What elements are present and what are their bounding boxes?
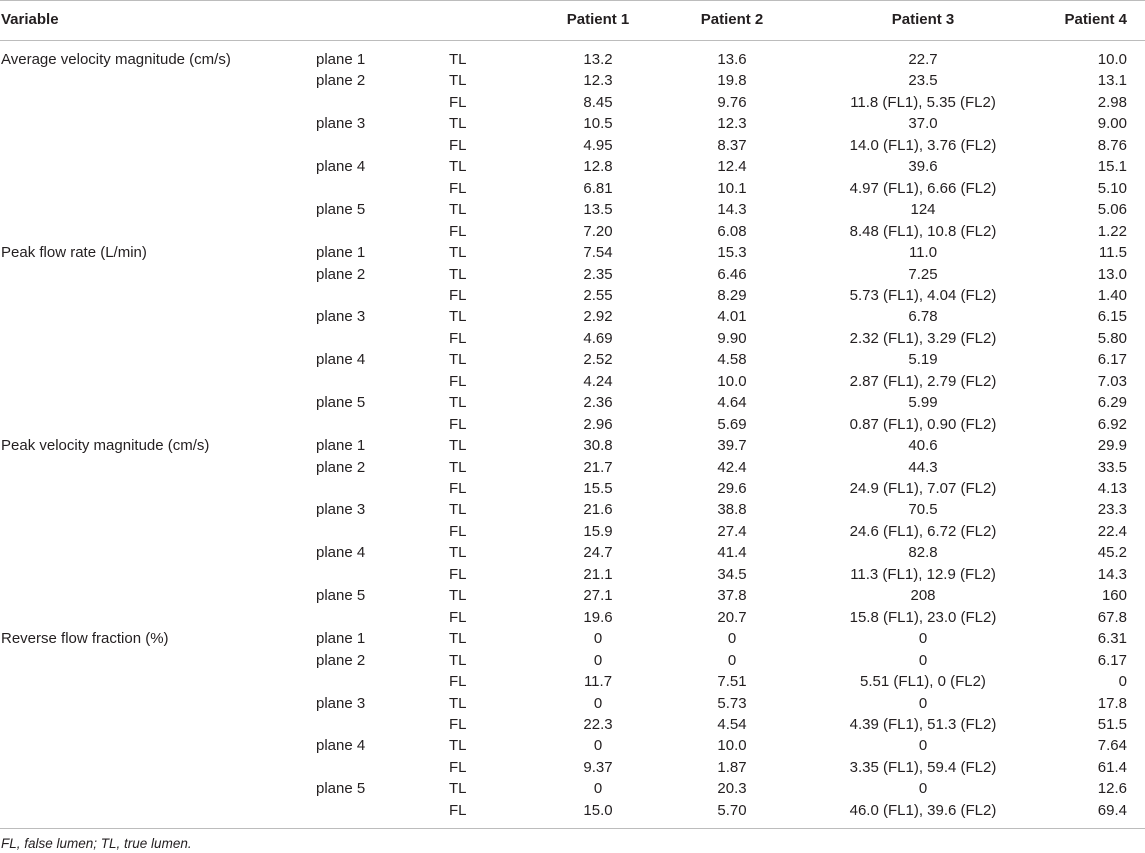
cell-patient-1: 2.35 [583,266,613,283]
cell-lumen: FL [449,416,467,433]
cell-patient-3: 3.35 (FL1), 59.4 (FL2) [849,759,997,776]
cell-patient-4: 51.5 [1097,716,1127,733]
cell-patient-2: 4.58 [717,351,747,368]
cell-patient-4: 33.5 [1097,459,1127,476]
cell-patient-4: 5.80 [1097,330,1127,347]
cell-patient-2: 1.87 [717,759,747,776]
cell-patient-3: 5.73 (FL1), 4.04 (FL2) [849,287,997,304]
cell-patient-3: 44.3 [908,459,938,476]
cell-patient-2: 5.70 [717,802,747,819]
cell-patient-1: 15.5 [583,480,613,497]
cell-plane: plane 1 [316,244,366,261]
cell-variable: Average velocity magnitude (cm/s) [1,51,231,68]
cell-patient-1: 15.9 [583,523,613,540]
cell-patient-2: 8.37 [717,137,747,154]
cell-patient-1: 0 [593,630,603,647]
cell-patient-2: 6.46 [717,266,747,283]
cell-patient-1: 15.0 [583,802,613,819]
cell-lumen: TL [449,72,467,89]
cell-patient-3: 24.6 (FL1), 6.72 (FL2) [849,523,997,540]
cell-patient-4: 13.0 [1097,266,1127,283]
cell-patient-4: 1.40 [1097,287,1127,304]
cell-patient-3: 5.99 [908,394,938,411]
table-bottom-rule [0,828,1145,829]
cell-patient-3: 208 [910,587,936,604]
cell-patient-2: 10.1 [717,180,747,197]
cell-patient-1: 21.6 [583,501,613,518]
cell-plane: plane 3 [316,695,366,712]
cell-lumen: TL [449,201,467,218]
cell-patient-4: 6.31 [1097,630,1127,647]
cell-lumen: TL [449,780,467,797]
cell-plane: plane 2 [316,72,366,89]
cell-patient-4: 13.1 [1097,72,1127,89]
cell-plane: plane 1 [316,51,366,68]
cell-patient-1: 4.69 [583,330,613,347]
cell-patient-4: 7.03 [1097,373,1127,390]
cell-plane: plane 5 [316,587,366,604]
cell-patient-3: 8.48 (FL1), 10.8 (FL2) [849,223,997,240]
cell-patient-3: 15.8 (FL1), 23.0 (FL2) [849,609,997,626]
cell-patient-2: 20.3 [717,780,747,797]
cell-lumen: TL [449,51,467,68]
cell-variable: Reverse flow fraction (%) [1,630,169,647]
cell-patient-1: 19.6 [583,609,613,626]
cell-plane: plane 3 [316,115,366,132]
cell-patient-3: 14.0 (FL1), 3.76 (FL2) [849,137,997,154]
cell-patient-3: 46.0 (FL1), 39.6 (FL2) [849,802,997,819]
cell-patient-1: 13.2 [583,51,613,68]
cell-patient-4: 6.17 [1097,351,1127,368]
cell-patient-3: 0 [918,630,928,647]
cell-lumen: TL [449,158,467,175]
cell-lumen: TL [449,351,467,368]
cell-plane: plane 1 [316,630,366,647]
cell-patient-3: 11.3 (FL1), 12.9 (FL2) [850,566,996,583]
cell-patient-1: 7.54 [583,244,613,261]
cell-plane: plane 5 [316,780,366,797]
cell-patient-4: 160 [1101,587,1127,604]
cell-patient-1: 12.3 [583,72,613,89]
cell-patient-1: 12.8 [583,158,613,175]
cell-lumen: FL [449,330,467,347]
cell-lumen: TL [449,308,467,325]
cell-plane: plane 2 [316,459,366,476]
cell-patient-3: 24.9 (FL1), 7.07 (FL2) [849,480,997,497]
cell-lumen: FL [449,673,467,690]
cell-plane: plane 5 [316,201,366,218]
cell-patient-2: 13.6 [717,51,747,68]
cell-patient-2: 10.0 [717,737,747,754]
cell-patient-3: 7.25 [908,266,938,283]
table-footnote: FL, false lumen; TL, true lumen. [1,836,192,851]
cell-patient-3: 0.87 (FL1), 0.90 (FL2) [849,416,997,433]
cell-lumen: FL [449,223,467,240]
cell-patient-1: 22.3 [583,716,613,733]
cell-patient-2: 12.4 [717,158,747,175]
cell-patient-4: 5.06 [1097,201,1127,218]
cell-patient-2: 37.8 [717,587,747,604]
cell-patient-1: 0 [593,652,603,669]
cell-patient-4: 69.4 [1097,802,1127,819]
cell-variable: Peak flow rate (L/min) [1,244,147,261]
cell-patient-2: 14.3 [717,201,747,218]
cell-patient-3: 39.6 [908,158,938,175]
cell-patient-2: 7.51 [717,673,747,690]
cell-patient-3: 4.97 (FL1), 6.66 (FL2) [849,180,997,197]
cell-patient-3: 37.0 [908,115,938,132]
cell-patient-3: 11.8 (FL1), 5.35 (FL2) [850,94,996,111]
cell-patient-4: 61.4 [1097,759,1127,776]
cell-patient-1: 2.52 [583,351,613,368]
cell-patient-4: 14.3 [1097,566,1127,583]
header-rule [0,40,1145,41]
cell-patient-2: 20.7 [717,609,747,626]
cell-lumen: FL [449,716,467,733]
cell-patient-2: 12.3 [717,115,747,132]
cell-patient-4: 8.76 [1097,137,1127,154]
cell-patient-2: 9.76 [717,94,747,111]
cell-patient-3: 0 [918,695,928,712]
cell-plane: plane 4 [316,351,366,368]
cell-patient-1: 2.55 [583,287,613,304]
column-header-patient-2: Patient 2 [700,11,764,28]
cell-lumen: TL [449,587,467,604]
cell-patient-2: 34.5 [717,566,747,583]
cell-lumen: TL [449,244,467,261]
cell-patient-1: 27.1 [583,587,613,604]
cell-patient-2: 27.4 [717,523,747,540]
cell-plane: plane 4 [316,544,366,561]
cell-patient-1: 4.24 [583,373,613,390]
cell-patient-2: 9.90 [717,330,747,347]
cell-patient-3: 70.5 [908,501,938,518]
cell-patient-1: 6.81 [583,180,613,197]
cell-patient-4: 7.64 [1097,737,1127,754]
cell-patient-1: 21.7 [583,459,613,476]
cell-patient-1: 0 [593,695,603,712]
cell-plane: plane 4 [316,158,366,175]
cell-patient-2: 4.01 [717,308,747,325]
cell-lumen: TL [449,266,467,283]
cell-lumen: TL [449,115,467,132]
cell-patient-1: 2.96 [583,416,613,433]
cell-patient-2: 4.64 [717,394,747,411]
cell-lumen: FL [449,373,467,390]
cell-lumen: FL [449,180,467,197]
cell-plane: plane 3 [316,308,366,325]
column-header-patient-4: Patient 4 [1064,11,1127,28]
cell-lumen: FL [449,480,467,497]
cell-patient-4: 29.9 [1097,437,1127,454]
cell-variable: Peak velocity magnitude (cm/s) [1,437,210,454]
cell-patient-3: 23.5 [908,72,938,89]
cell-patient-3: 2.32 (FL1), 3.29 (FL2) [849,330,997,347]
cell-patient-1: 0 [593,780,603,797]
cell-plane: plane 1 [316,437,366,454]
cell-patient-4: 15.1 [1097,158,1127,175]
cell-patient-2: 39.7 [717,437,747,454]
cell-patient-2: 0 [727,630,737,647]
cell-patient-3: 22.7 [908,51,938,68]
cell-patient-1: 24.7 [583,544,613,561]
cell-patient-3: 5.19 [908,351,938,368]
cell-patient-3: 82.8 [908,544,938,561]
cell-patient-4: 22.4 [1097,523,1127,540]
cell-patient-2: 5.73 [717,695,747,712]
cell-patient-2: 0 [727,652,737,669]
cell-plane: plane 2 [316,266,366,283]
cell-patient-4: 67.8 [1097,609,1127,626]
cell-lumen: TL [449,630,467,647]
cell-patient-4: 5.10 [1097,180,1127,197]
cell-patient-4: 17.8 [1097,695,1127,712]
cell-plane: plane 5 [316,394,366,411]
cell-patient-3: 6.78 [908,308,938,325]
cell-lumen: FL [449,609,467,626]
cell-patient-4: 6.17 [1097,652,1127,669]
column-header-variable: Variable [1,11,59,28]
cell-patient-2: 19.8 [717,72,747,89]
cell-patient-1: 10.5 [583,115,613,132]
cell-lumen: TL [449,501,467,518]
cell-patient-1: 7.20 [583,223,613,240]
cell-patient-4: 11.5 [1098,244,1127,261]
cell-patient-4: 1.22 [1097,223,1127,240]
cell-patient-4: 6.92 [1097,416,1127,433]
cell-patient-1: 9.37 [583,759,613,776]
cell-lumen: TL [449,437,467,454]
cell-patient-1: 8.45 [583,94,613,111]
cell-lumen: FL [449,137,467,154]
cell-patient-3: 0 [918,737,928,754]
cell-patient-3: 124 [910,201,936,218]
cell-patient-2: 8.29 [717,287,747,304]
cell-plane: plane 3 [316,501,366,518]
cell-plane: plane 4 [316,737,366,754]
cell-patient-4: 9.00 [1097,115,1127,132]
cell-patient-2: 41.4 [717,544,747,561]
cell-patient-1: 13.5 [583,201,613,218]
column-header-patient-1: Patient 1 [566,11,630,28]
cell-patient-1: 4.95 [583,137,613,154]
cell-patient-3: 4.39 (FL1), 51.3 (FL2) [849,716,997,733]
cell-patient-3: 11.0 [908,244,938,261]
cell-patient-1: 2.92 [583,308,613,325]
cell-patient-4: 12.6 [1097,780,1127,797]
cell-patient-4: 6.29 [1097,394,1127,411]
cell-patient-2: 38.8 [717,501,747,518]
cell-patient-4: 10.0 [1097,51,1127,68]
cell-patient-2: 10.0 [717,373,747,390]
cell-patient-1: 2.36 [583,394,613,411]
table-top-rule [0,0,1145,1]
cell-patient-4: 45.2 [1097,544,1127,561]
cell-patient-3: 0 [918,652,928,669]
cell-lumen: TL [449,394,467,411]
cell-lumen: TL [449,459,467,476]
cell-patient-1: 0 [593,737,603,754]
cell-lumen: TL [449,695,467,712]
cell-patient-2: 42.4 [717,459,747,476]
cell-patient-3: 40.6 [908,437,938,454]
cell-lumen: TL [449,652,467,669]
cell-plane: plane 2 [316,652,366,669]
cell-lumen: FL [449,287,467,304]
cell-lumen: FL [449,759,467,776]
cell-patient-4: 2.98 [1097,94,1127,111]
cell-lumen: TL [449,737,467,754]
cell-lumen: FL [449,94,467,111]
cell-patient-2: 5.69 [717,416,747,433]
cell-patient-4: 0 [1118,673,1127,690]
cell-patient-2: 15.3 [717,244,747,261]
column-header-patient-3: Patient 3 [891,11,955,28]
cell-lumen: FL [449,523,467,540]
cell-patient-1: 11.7 [583,673,613,690]
cell-patient-1: 30.8 [583,437,613,454]
cell-patient-1: 21.1 [583,566,613,583]
cell-patient-3: 0 [918,780,928,797]
cell-patient-3: 2.87 (FL1), 2.79 (FL2) [849,373,997,390]
cell-patient-4: 6.15 [1097,308,1127,325]
cell-patient-2: 4.54 [717,716,747,733]
cell-lumen: FL [449,802,467,819]
cell-patient-2: 29.6 [717,480,747,497]
cell-lumen: FL [449,566,467,583]
cell-patient-4: 4.13 [1097,480,1127,497]
cell-patient-4: 23.3 [1097,501,1127,518]
cell-patient-2: 6.08 [717,223,747,240]
cell-patient-3: 5.51 (FL1), 0 (FL2) [860,673,986,690]
cell-lumen: TL [449,544,467,561]
